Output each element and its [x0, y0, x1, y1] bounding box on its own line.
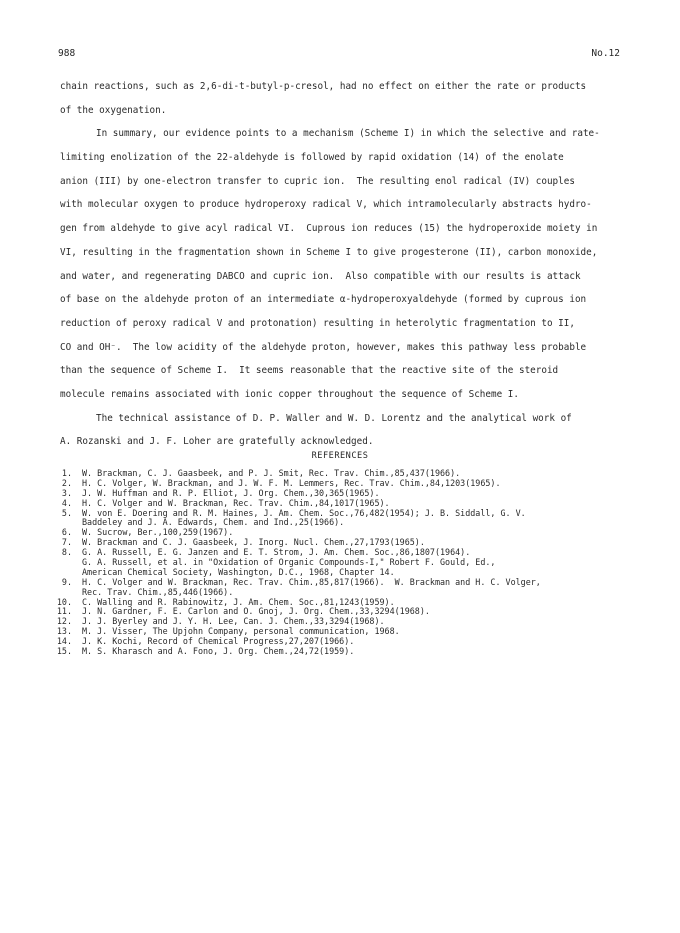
reference-text: H. C. Volger and W. Brackman, Rec. Trav. Chim.,85,817(1966). W. Brackman and H. C. Volger, [82, 577, 541, 587]
reference-text: W. Brackman, C. J. Gaasbeek, and P. J. Smit, Rec. Trav. Chim.,85,437(1966). [82, 469, 461, 478]
body-line: VI, resulting in the fragmentation shown in Scheme I to give progesterone (II), carbon monoxide, [60, 246, 598, 258]
reference-text: J. K. Kochi, Record of Chemical Progress,27,207(1966). [82, 637, 355, 647]
reference-number: 9. [61, 577, 72, 587]
body-line: A. Rozanski and J. F. Loher are gratefully acknowledged. [60, 436, 374, 448]
reference-text: W. Sucrow, Ber.,100,259(1967). [82, 528, 234, 538]
reference-entry [56, 627, 636, 637]
body-line: chain reactions, such as 2,6-di-t-butyl-p-cresol, had no effect on either the rate or products [60, 81, 587, 92]
reference-text: C. Walling and R. Rabinowitz, J. Am. Chem. Soc.,81,1243(1959). [82, 597, 395, 607]
reference-number: 13. [56, 627, 72, 637]
reference-text: J. J. Byerley and J. Y. H. Lee, Can. J. Chem.,33,3294(1968). [82, 617, 385, 627]
reference-text: J. N. Gardner, F. E. Carlon and O. Gnoj, J. Org. Chem.,33,3294(1968). [82, 607, 430, 617]
reference-entry [56, 647, 636, 657]
reference-text: W. von E. Doering and R. M. Haines, J. Am. Chem. Soc.,76,482(1954); J. B. Siddall, G. V. [82, 508, 526, 518]
body-line: CO and OH⁻. The low acidity of the aldehyde proton, however, makes this pathway less probable [60, 341, 587, 353]
body-line: In summary, our evidence points to a mechanism (Scheme I) in which the selective and rate- [96, 128, 600, 140]
reference-number: 2. [61, 478, 72, 488]
reference-entry [56, 469, 636, 479]
page-number: 988 [58, 48, 76, 59]
reference-number: 15. [56, 647, 72, 657]
reference-entry [56, 538, 636, 548]
reference-number: 8. [61, 548, 72, 558]
body-line: than the sequence of Scheme I. It seems reasonable that the reactive site of the steroid [60, 365, 559, 377]
body-line: gen from aldehyde to give acyl radical VI. Cuprous ion reduces (15) the hydroperoxide moiety in [60, 223, 598, 235]
reference-number: 3. [61, 488, 72, 498]
body-line: of the oxygenation. [60, 104, 167, 116]
reference-text: American Chemical Society, Washington, D.C., 1968, Chapter 14. [82, 567, 395, 577]
reference-entry [56, 637, 636, 647]
reference-entry [56, 558, 636, 568]
reference-number: 14. [56, 637, 72, 647]
references-list [56, 469, 636, 657]
reference-text: G. A. Russell, et al. in "Oxidation of Organic Compounds-I," Robert F. Gould, Ed., [82, 558, 496, 568]
issue-number: No.12 [591, 48, 620, 59]
reference-entry [56, 568, 636, 578]
reference-entry [56, 588, 636, 598]
reference-text: Rec. Trav. Chim.,85,446(1966). [82, 587, 234, 597]
reference-entry [56, 518, 636, 528]
body-line: The technical assistance of D. P. Waller and W. D. Lorentz and the analytical work of [96, 412, 572, 424]
reference-entry [56, 489, 636, 499]
reference-number: 4. [61, 498, 72, 508]
reference-number: 12. [56, 617, 72, 627]
body-line: molecule remains associated with ionic copper throughout the sequence of Scheme I. [60, 388, 519, 400]
reference-entry [56, 499, 636, 509]
reference-entry [56, 617, 636, 627]
reference-entry [56, 578, 636, 588]
references-heading: REFERENCES [311, 451, 369, 461]
reference-number: 6. [61, 528, 72, 538]
body-text [60, 75, 620, 454]
body-line: with molecular oxygen to produce hydroperoxy radical V, which intramolecularly abstracts hydro- [60, 199, 592, 211]
body-line: anion (III) by one-electron transfer to cupric ion. The resulting enol radical (IV) couples [60, 175, 575, 187]
reference-text: Baddeley and J. A. Edwards, Chem. and Ind.,25(1966). [82, 518, 345, 528]
body-line: reduction of peroxy radical V and protonation) resulting in heterolytic fragmentation to II, [60, 317, 575, 329]
reference-number: 11. [56, 607, 72, 617]
reference-text: J. W. Huffman and R. P. Elliot, J. Org. Chem.,30,365(1965). [82, 488, 380, 498]
reference-number: 10. [56, 597, 72, 607]
reference-text: G. A. Russell, E. G. Janzen and E. T. Strom, J. Am. Chem. Soc.,86,1807(1964). [82, 548, 471, 558]
reference-text: H. C. Volger and W. Brackman, Rec. Trav. Chim.,84,1017(1965). [82, 498, 390, 508]
body-line: limiting enolization of the 22-aldehyde is followed by rapid oxidation (14) of the enolate [60, 152, 564, 164]
reference-text: W. Brackman and C. J. Gaasbeek, J. Inorg. Nucl. Chem.,27,1793(1965). [82, 538, 425, 548]
body-line: and water, and regenerating DABCO and cupric ion. Also compatible with our results is attack [60, 270, 581, 282]
reference-entry [56, 509, 636, 519]
body-line: of base on the aldehyde proton of an intermediate α-hydroperoxyaldehyde (formed by cuprous ion [60, 294, 587, 306]
reference-text: H. C. Volger, W. Brackman, and J. W. F. M. Lemmers, Rec. Trav. Chim.,84,1203(1965). [82, 478, 501, 488]
reference-text: M. S. Kharasch and A. Fono, J. Org. Chem.,24,72(1959). [82, 647, 355, 657]
reference-entry [56, 528, 636, 538]
reference-number: 1. [61, 469, 72, 478]
reference-entry [56, 479, 636, 489]
reference-entry [56, 607, 636, 617]
reference-entry [56, 548, 636, 558]
reference-entry [56, 598, 636, 608]
reference-number: 5. [61, 508, 72, 518]
reference-text: M. J. Visser, The Upjohn Company, personal communication, 1968. [82, 627, 400, 637]
reference-number: 7. [61, 538, 72, 548]
